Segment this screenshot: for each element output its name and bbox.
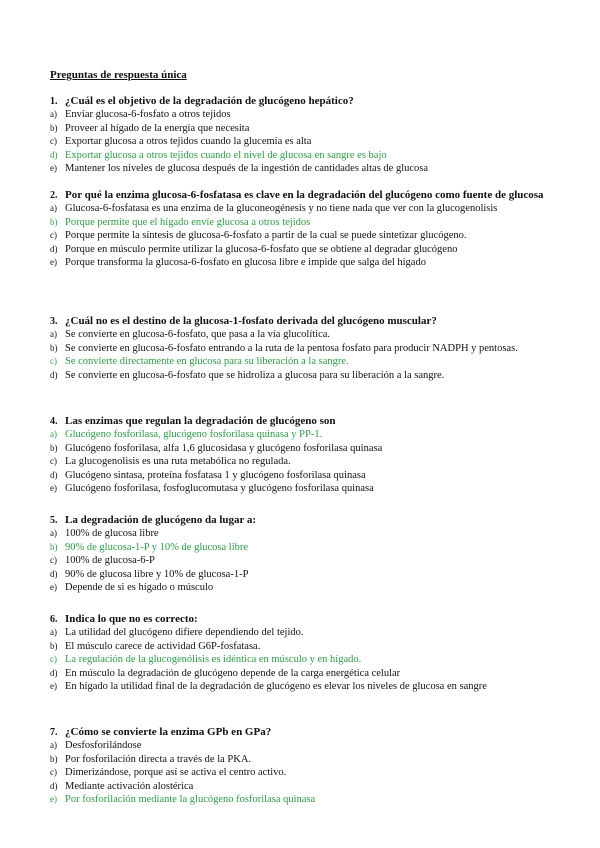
option-letter: d) [50, 780, 58, 791]
answer-option [50, 202, 550, 216]
answer-option-correct [50, 216, 550, 230]
answer-option [50, 581, 550, 595]
answer-option [50, 442, 550, 456]
option-letter: d) [50, 243, 58, 254]
answer-option-correct [50, 149, 550, 163]
question-text: ¿Cuál es el objetivo de la degradación de glucógeno hepático? [65, 95, 354, 107]
option-text: Porque permite la síntesis de glucosa-6-fosfato a partir de la cual se puede sintetizar glucógeno. [65, 230, 467, 241]
option-text: Exportar glucosa a otros tejidos cuando el nivel de glucosa en sangre es bajo [65, 149, 387, 161]
option-text: Glucosa-6-fosfatasa es una enzima de la gluconeogénesis y no tiene nada que ver con la glucogenolisis [65, 203, 498, 214]
option-letter: e) [50, 582, 57, 592]
option-letter: c) [50, 767, 57, 777]
option-text: 100% de glucosa libre [65, 528, 159, 539]
option-text: Enviar glucosa-6-fosfato a otros tejidos [65, 109, 231, 120]
option-letter: a) [50, 429, 57, 439]
option-letter: a) [50, 109, 57, 119]
answer-option [50, 455, 550, 469]
option-text: Depende de si es hígado o músculo [65, 582, 214, 593]
question-4 [50, 415, 550, 496]
option-letter: a) [50, 203, 57, 213]
option-text: Glucógeno fosforilasa, glucógeno fosforilasa quinasa y PP-1. [65, 429, 323, 440]
question-heading [50, 315, 550, 328]
question-number: 3. [50, 316, 58, 327]
answer-option [50, 753, 550, 767]
option-letter: b) [50, 541, 58, 552]
option-text: La glucogenolisis es una ruta metabólica no regulada. [65, 456, 291, 467]
answer-option [50, 640, 550, 654]
question-7 [50, 726, 550, 807]
answer-option [50, 766, 550, 780]
option-text: Desfosforilándose [65, 740, 142, 751]
question-number: 5. [50, 515, 58, 526]
option-text: Mantener los niveles de glucosa después de la ingestión de cantidades altas de glucosa [65, 163, 429, 174]
answer-option [50, 482, 550, 496]
answer-option [50, 162, 550, 176]
option-letter: c) [50, 230, 57, 240]
option-letter: d) [50, 369, 58, 380]
option-letter: c) [50, 654, 57, 664]
option-text: 90% de glucosa-1-P y 10% de glucosa libre [65, 541, 249, 553]
option-letter: b) [50, 216, 58, 227]
answer-option [50, 568, 550, 582]
question-text: Indica lo que no es correcto: [65, 613, 198, 625]
option-text: Glucógeno fosforilasa, fosfoglucomutasa y glucógeno fosforilasa quinasa [65, 483, 374, 494]
option-letter: c) [50, 136, 57, 146]
question-number: 1. [50, 96, 58, 107]
question-number: 7. [50, 727, 58, 738]
option-letter: b) [50, 342, 58, 353]
option-letter: e) [50, 681, 57, 691]
question-text: ¿Cómo se convierte la enzima GPb en GPa? [65, 726, 272, 738]
option-text: Dimerizándose, porque así se activa el centro activo. [65, 767, 287, 778]
question-number: 2. [50, 190, 58, 201]
question-1 [50, 95, 550, 176]
answer-option [50, 667, 550, 681]
option-text: Porque en músculo permite utilizar la glucosa-6-fosfato que se obtiene al degradar glucógeno [65, 243, 458, 255]
answer-option-correct [50, 355, 550, 369]
question-number: 4. [50, 416, 58, 427]
option-text: El músculo carece de actividad G6P-fosfatasa. [65, 640, 261, 652]
option-text: Porque permite que el hígado envíe glucosa a otros tejidos [65, 216, 311, 228]
answer-option [50, 256, 550, 270]
answer-option [50, 108, 550, 122]
option-text: Proveer al hígado de la energía que necesita [65, 122, 250, 134]
answer-option [50, 739, 550, 753]
option-text: La regulación de la glucogenólisis es idéntica en músculo y en hígado. [65, 654, 362, 665]
question-3 [50, 315, 550, 382]
question-heading [50, 613, 550, 626]
answer-option [50, 554, 550, 568]
answer-option [50, 342, 550, 356]
option-text: Por fosforilación mediante la glucógeno fosforilasa quinasa [65, 794, 316, 805]
option-letter: a) [50, 329, 57, 339]
option-text: Se convierte en glucosa-6-fosfato entrando a la ruta de la pentosa fosfato para producir NADPH y pentosas. [65, 342, 518, 354]
answer-option [50, 229, 550, 243]
question-5 [50, 514, 550, 595]
option-text: Se convierte en glucosa-6-fosfato que se hidroliza a glucosa para su liberación a la sangre. [65, 369, 445, 381]
option-letter: e) [50, 163, 57, 173]
question-heading [50, 726, 550, 739]
answer-option-correct [50, 793, 550, 807]
answer-option [50, 328, 550, 342]
answer-option [50, 243, 550, 257]
option-text: En músculo la degradación de glucógeno depende de la carga energética celular [65, 667, 401, 679]
option-text: Exportar glucosa a otros tejidos cuando la glucemia es alta [65, 136, 312, 147]
answer-option-correct [50, 541, 550, 555]
option-letter: b) [50, 753, 58, 764]
option-letter: c) [50, 555, 57, 565]
answer-option-correct [50, 428, 550, 442]
question-text: Las enzimas que regulan la degradación de glucógeno son [65, 415, 336, 427]
option-text: La utilidad del glucógeno difiere dependiendo del tejido. [65, 627, 304, 638]
option-letter: e) [50, 257, 57, 267]
question-text: La degradación de glucógeno da lugar a: [65, 514, 257, 526]
option-text: Se convierte directamente en glucosa para su liberación a la sangre. [65, 356, 349, 367]
question-heading [50, 95, 550, 108]
answer-option [50, 369, 550, 383]
option-letter: d) [50, 667, 58, 678]
option-text: 100% de glucosa-6-P [65, 555, 155, 566]
answer-option [50, 469, 550, 483]
question-6 [50, 613, 550, 694]
option-letter: a) [50, 528, 57, 538]
question-text: ¿Cuál no es el destino de la glucosa-1-fosfato derivada del glucógeno muscular? [65, 315, 437, 327]
option-text: Mediante activación alostérica [65, 780, 194, 792]
page-title: Preguntas de respuesta única [50, 69, 187, 81]
option-text: 90% de glucosa libre y 10% de glucosa-1-P [65, 568, 249, 580]
option-text: Glucógeno sintasa, proteína fosfatasa 1 y glucógeno fosforilasa quinasa [65, 469, 366, 481]
answer-option-correct [50, 653, 550, 667]
question-heading [50, 415, 550, 428]
option-text: Se convierte en glucosa-6-fosfato, que pasa a la vía glucolítica. [65, 329, 331, 340]
question-heading [50, 514, 550, 527]
option-letter: e) [50, 483, 57, 493]
option-letter: a) [50, 627, 57, 637]
option-letter: b) [50, 442, 58, 453]
answer-option [50, 122, 550, 136]
answer-option [50, 626, 550, 640]
option-letter: d) [50, 568, 58, 579]
option-text: Porque transforma la glucosa-6-fosfato en glucosa libre e impide que salga del hígado [65, 257, 426, 268]
option-letter: b) [50, 640, 58, 651]
answer-option [50, 527, 550, 541]
answer-option [50, 780, 550, 794]
option-letter: e) [50, 794, 57, 804]
question-number: 6. [50, 614, 58, 625]
option-letter: c) [50, 356, 57, 366]
option-letter: d) [50, 469, 58, 480]
question-text: Por qué la enzima glucosa-6-fosfatasa es clave en la degradación del glucógeno como fuente de glucosa [65, 189, 544, 201]
option-text: Por fosforilación directa a través de la PKA. [65, 753, 252, 765]
option-letter: a) [50, 740, 57, 750]
question-2 [50, 189, 550, 270]
option-letter: d) [50, 149, 58, 160]
question-heading [50, 189, 550, 202]
option-letter: b) [50, 122, 58, 133]
option-text: En hígado la utilidad final de la degradación de glucógeno es elevar los niveles de glucosa en sangre [65, 681, 487, 692]
option-text: Glucógeno fosforilasa, alfa 1,6 glucosidasa y glucógeno fosforilasa quinasa [65, 442, 383, 454]
answer-option [50, 135, 550, 149]
option-letter: c) [50, 456, 57, 466]
answer-option [50, 680, 550, 694]
